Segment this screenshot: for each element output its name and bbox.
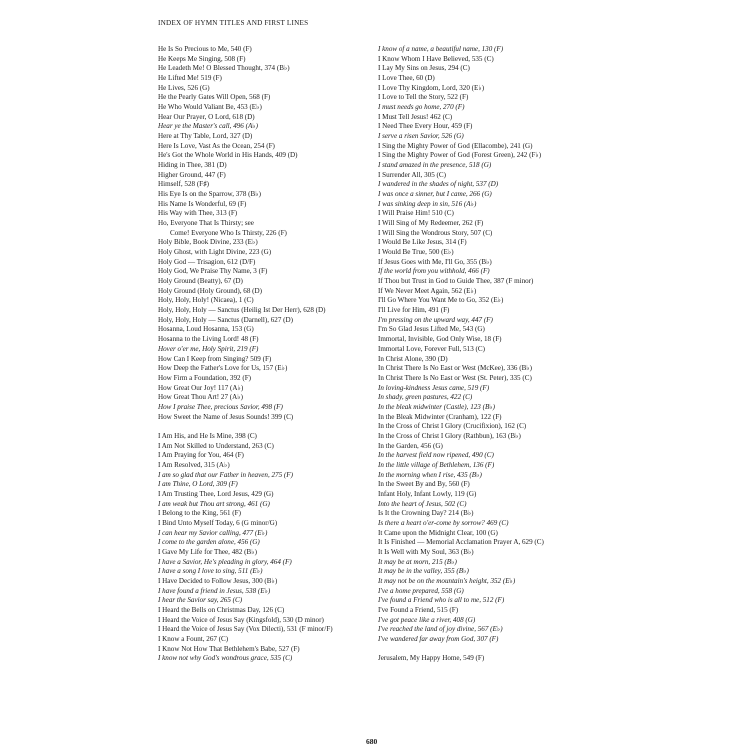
- index-entry-first-line: In loving-kindness Jesus came, 519 (F): [378, 383, 490, 392]
- index-entry-first-line: In the morning when I rise, 435 (B♭): [378, 470, 482, 479]
- index-entry-title: I Will Sing of My Redeemer, 262 (F): [378, 219, 484, 228]
- index-entry-first-line: I am so glad that our Father in heaven, 275 (F): [158, 470, 293, 479]
- index-entry-title: I'll Go Where You Want Me to Go, 352 (E♭): [378, 296, 504, 305]
- index-entry-title: It Is Well with My Soul, 363 (B♭): [378, 547, 474, 556]
- index-entry-title: In the Garden, 456 (G): [378, 441, 443, 450]
- index-entry-title: I Love Thy Kingdom, Lord, 320 (E♭): [378, 83, 485, 92]
- index-entry-title: I Heard the Bells on Christmas Day, 126 (C): [158, 605, 285, 614]
- index-entry-title: I Am Praying for You, 464 (F): [158, 451, 244, 460]
- index-entry-title: I Will Sing the Wondrous Story, 507 (C): [378, 228, 493, 237]
- index-entry-first-line: I hear the Savior say, 265 (C): [158, 596, 243, 605]
- index-entry-first-line: How I praise Thee, precious Savior, 498 (F): [158, 402, 283, 411]
- index-entry-first-line: I've found a Friend who is all to me, 512 (F): [378, 596, 505, 605]
- index-entry-title: Immortal, Invisible, God Only Wise, 18 (F): [378, 335, 502, 344]
- index-entry-title: I Gave My Life for Thee, 482 (B♭): [158, 547, 257, 556]
- index-entry-title: Infant Holy, Infant Lowly, 119 (G): [378, 489, 477, 498]
- index-entry-title: I Know Not How That Bethlehem's Babe, 527 (F): [158, 644, 300, 653]
- index-entry-first-line: I wandered in the shades of night, 537 (D): [378, 180, 499, 189]
- index-entry-first-line: I know not why God's wondrous grace, 535 (C): [158, 654, 293, 663]
- index-entry-title: In the Cross of Christ I Glory (Rathbun), 163 (B♭): [378, 431, 521, 440]
- index-entry-title: I've Found a Friend, 515 (F): [378, 605, 459, 614]
- index-entry-title: How Great Thou Art! 27 (A♭): [158, 393, 243, 402]
- index-entry-title: I'm So Glad Jesus Lifted Me, 543 (G): [378, 325, 485, 334]
- index-entry-title: I Must Tell Jesus! 462 (C): [378, 112, 453, 121]
- index-entry-first-line: I come to the garden alone, 456 (G): [158, 538, 260, 547]
- index-entry-title: Jerusalem, My Happy Home, 549 (F): [378, 654, 485, 663]
- index-entry-title: His Way with Thee, 313 (F): [158, 209, 238, 218]
- index-entry-title: I Know Whom I Have Believed, 535 (C): [378, 54, 494, 63]
- index-entry-first-line: I've got peace like a river, 408 (G): [378, 615, 476, 624]
- index-entry-title: How Firm a Foundation, 392 (F): [158, 373, 252, 382]
- index-entry-title: Hiding in Thee, 381 (D): [158, 161, 227, 170]
- index-entry-title: In the Bleak Midwinter (Cranham), 122 (F): [378, 412, 502, 421]
- index-entry-title: It Is Finished — Memorial Acclamation Prayer A, 629 (C): [378, 538, 544, 547]
- index-entry-title: In the Sweet By and By, 560 (F): [378, 480, 470, 489]
- index-entry-first-line: It may be at morn, 215 (B♭): [378, 557, 457, 566]
- index-entry-title: I Lay My Sins on Jesus, 294 (C): [378, 64, 470, 73]
- index-entry-title: His Name Is Wonderful, 69 (F): [158, 199, 247, 208]
- index-entry-title: Come! Everyone Who Is Thirsty, 226 (F): [170, 228, 287, 237]
- index-entry-title: Immortal Love, Forever Full, 513 (C): [378, 344, 485, 353]
- index-entry-title: How Sweet the Name of Jesus Sounds! 399 (C): [158, 412, 294, 421]
- index-entry-first-line: I was sinking deep in sin, 516 (A♭): [378, 199, 477, 208]
- index-entry-title: He Is So Precious to Me, 540 (F): [158, 45, 252, 53]
- index-entry-first-line: In the little village of Bethlehem, 136 (F): [378, 460, 495, 469]
- index-entry-title: He Leadeth Me! O Blessed Thought, 374 (B♭): [158, 64, 290, 73]
- index-entry-title: He Lives, 526 (G): [158, 83, 210, 92]
- index-entry-title: I'll Live for Him, 491 (F): [378, 306, 450, 315]
- index-entry-first-line: I am Thine, O Lord, 309 (F): [158, 480, 238, 489]
- index-entry-title: He Keeps Me Singing, 508 (F): [158, 54, 246, 63]
- index-entry-first-line: In the bleak midwinter (Castle), 123 (B♭): [378, 402, 496, 411]
- index-entry-first-line: Hover o'er me, Holy Spirit, 219 (F): [158, 344, 259, 353]
- index-entry-title: Holy Ghost, with Light Divine, 223 (G): [158, 248, 272, 257]
- index-entry-title: I Belong to the King, 561 (F): [158, 509, 241, 518]
- index-entry-title: I Love Thee, 60 (D): [378, 74, 435, 83]
- index-entry-title: I Need Thee Every Hour, 459 (F): [378, 122, 473, 131]
- index-entry-title: How Deep the Father's Love for Us, 157 (E♭): [158, 364, 288, 373]
- index-entry-title: Here at Thy Table, Lord, 327 (D): [158, 132, 253, 141]
- index-entry-title: If We Never Meet Again, 562 (E♭): [378, 286, 477, 295]
- index-entry-title: I Bind Unto Myself Today, 6 (G minor/G): [158, 518, 278, 527]
- index-entry-title: I Am Not Skilled to Understand, 263 (C): [158, 441, 274, 450]
- index-entry-title: I Sing the Mighty Power of God (Ellacombe), 241 (G): [378, 141, 533, 150]
- index-entry-title: Hosanna to the Living Lord! 48 (F): [158, 335, 259, 344]
- index-entry-title: I Know a Fount, 267 (C): [158, 634, 229, 643]
- index-entry-title: I Am Trusting Thee, Lord Jesus, 429 (G): [158, 489, 274, 498]
- index-entry-title: Holy Ground (Beatty), 67 (D): [158, 277, 243, 286]
- index-entry-title: I Will Praise Him! 510 (C): [378, 209, 454, 218]
- index-entry-title: Himself, 528 (F♯): [158, 180, 210, 189]
- index-entry-first-line: Is there a heart o'er-come by sorrow? 469 (C): [378, 518, 509, 527]
- index-entry-first-line: In the harvest field now ripened, 490 (C): [378, 451, 494, 460]
- index-entry-title: In Christ There Is No East or West (St. Peter), 335 (C): [378, 373, 532, 382]
- right-column: [378, 45, 628, 664]
- index-entry-title: Holy God — Trisagion, 612 (D/F): [158, 257, 256, 266]
- index-entry-first-line: In shady, green pastures, 422 (C): [378, 393, 473, 402]
- index-entry-title: Hear Our Prayer, O Lord, 618 (D): [158, 112, 255, 121]
- index-entry-title: I Heard the Voice of Jesus Say (Kingsfold), 530 (D minor): [158, 615, 324, 624]
- index-entry-title: He Who Would Valiant Be, 453 (E♭): [158, 103, 262, 112]
- index-entry-first-line: I serve a risen Savior, 526 (G): [378, 132, 464, 141]
- index-entry-title: I Would Be True, 500 (E♭): [378, 248, 454, 257]
- index-entry-title: In the Cross of Christ I Glory (Crucifixion), 162 (C): [378, 422, 527, 431]
- index-entry-title: Higher Ground, 447 (F): [158, 170, 226, 179]
- index-entry-first-line: Hear ye the Master's call, 496 (A♭): [158, 122, 259, 131]
- index-entry-first-line: I've wandered far away from God, 307 (F): [378, 634, 499, 643]
- index-entry-title: I Surrender All, 305 (C): [378, 170, 446, 179]
- index-entry-title: He's Got the Whole World in His Hands, 409 (D): [158, 151, 298, 160]
- index-entry-title: Holy Bible, Book Divine, 233 (E♭): [158, 238, 258, 247]
- index-entry-title: Is It the Crowning Day? 214 (B♭): [378, 509, 474, 518]
- index-entry-title: Holy, Holy, Holy — Sanctus (Darnell), 627 (D): [158, 315, 294, 324]
- index-entry-first-line: I must needs go home, 270 (F): [378, 103, 465, 112]
- index-entry-first-line: It may be in the valley, 355 (B♭): [378, 567, 469, 576]
- index-entry-title: Ho, Everyone That Is Thirsty; see: [158, 219, 254, 228]
- index-entry-title: I Am His, and He Is Mine, 398 (C): [158, 431, 257, 440]
- index-entry-first-line: I have a Savior, He's pleading in glory, 464 (F): [158, 557, 292, 566]
- index-entry-title: I Would Be Like Jesus, 314 (F): [378, 238, 467, 247]
- index-entry-title: In Christ There Is No East or West (McKee), 336 (B♭): [378, 364, 533, 373]
- index-entry-first-line: Into the heart of Jesus, 502 (C): [378, 499, 467, 508]
- index-entry-title: Holy, Holy, Holy — Sanctus (Heilig Ist Der Herr), 628 (D): [158, 306, 326, 315]
- section-gap: [158, 422, 408, 432]
- index-entry-first-line: I can hear my Savior calling, 477 (E♭): [158, 528, 268, 537]
- index-entry-title: I Have Decided to Follow Jesus, 300 (B♭): [158, 576, 278, 585]
- index-entry-first-line: I've reached the land of joy divine, 567 (E♭): [378, 625, 503, 634]
- index-entry-first-line: If the world from you withhold, 466 (F): [378, 267, 490, 276]
- index-entry-first-line: It may not be on the mountain's height, 352 (E♭): [378, 576, 516, 585]
- index-entry-first-line: I've a home prepared, 558 (G): [378, 586, 464, 595]
- index-entry-title: His Eye Is on the Sparrow, 378 (B♭): [158, 190, 261, 199]
- index-entry-title: If Thou but Trust in God to Guide Thee, 387 (F minor): [378, 277, 534, 286]
- index-entry-title: How Can I Keep from Singing? 509 (F): [158, 354, 272, 363]
- section-gap: [378, 645, 628, 655]
- index-entry-first-line: I stand amazed in the presence, 518 (G): [378, 161, 492, 170]
- index-entry-title: I Love to Tell the Story, 522 (F): [378, 93, 469, 102]
- index-entry-first-line: I have found a friend in Jesus, 538 (E♭): [158, 586, 271, 595]
- index-entry-title: In Christ Alone, 390 (D): [378, 354, 448, 363]
- page-title: INDEX OF HYMN TITLES AND FIRST LINES: [158, 19, 309, 27]
- index-entry-first-line: I'm pressing on the upward way, 447 (F): [378, 315, 493, 324]
- page-number: 680: [366, 737, 378, 746]
- index-entry-title: I Sing the Mighty Power of God (Forest Green), 242 (F♭): [378, 151, 542, 160]
- index-entry-first-line: I know of a name, a beautiful name, 130 (F): [378, 45, 504, 53]
- index-entry-title: He Lifted Me! 519 (F): [158, 74, 222, 83]
- index-entry-title: Here Is Love, Vast As the Ocean, 254 (F): [158, 141, 275, 150]
- index-entry-title: I Am Resolved, 315 (A♭): [158, 460, 230, 469]
- index-entry-title: I Heard the Voice of Jesus Say (Vox Dilecti), 531 (F minor/F): [158, 625, 333, 634]
- left-column: [158, 45, 408, 664]
- index-entry-first-line: I was once a sinner, but I came, 266 (G): [378, 190, 492, 199]
- index-entry-title: If Jesus Goes with Me, I'll Go, 355 (B♭): [378, 257, 492, 266]
- index-entry-first-line: I am weak but Thou art strong, 461 (G): [158, 499, 270, 508]
- index-entry-title: Holy, Holy, Holy! (Nicaea), 1 (C): [158, 296, 254, 305]
- index-entry-title: Holy God, We Praise Thy Name, 3 (F): [158, 267, 268, 276]
- index-entry-title: Holy Ground (Holy Ground), 68 (D): [158, 286, 263, 295]
- index-entry-title: It Came upon the Midnight Clear, 100 (G): [378, 528, 498, 537]
- index-entry-title: How Great Our Joy! 117 (A♭): [158, 383, 244, 392]
- index-entry-first-line: I have a song I love to sing, 511 (E♭): [158, 567, 263, 576]
- index-entry-title: Hosanna, Loud Hosanna, 153 (G): [158, 325, 254, 334]
- index-entry-title: He the Pearly Gates Will Open, 568 (F): [158, 93, 271, 102]
